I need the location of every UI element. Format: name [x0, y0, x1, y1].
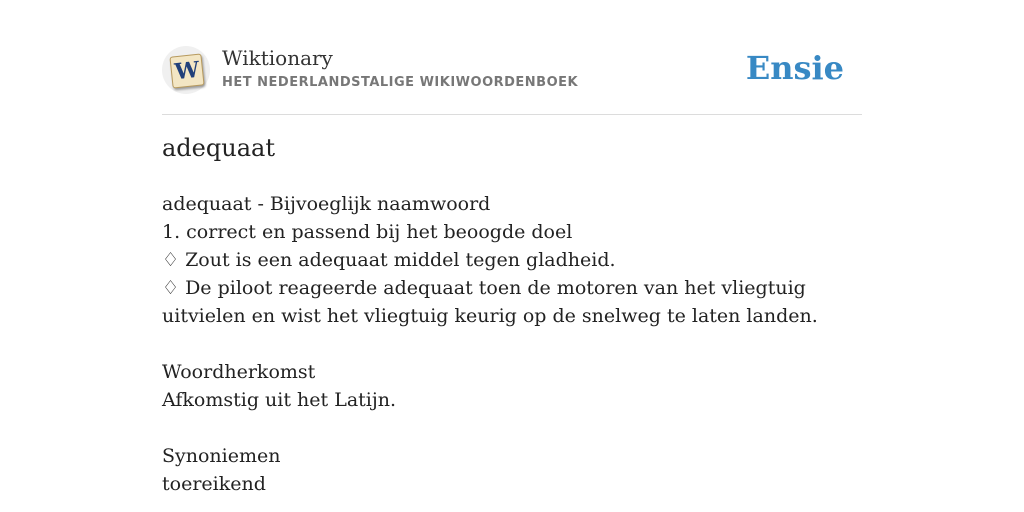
- example-1: ♢ Zout is een adequaat middel tegen gladheid.: [162, 249, 616, 271]
- entry-heading: adequaat - Bijvoeglijk naamwoord: [162, 193, 491, 215]
- synonyms-label: Synoniemen: [162, 445, 281, 467]
- synonyms-text: toereikend: [162, 473, 266, 495]
- site-header: [162, 44, 862, 115]
- page-title: adequaat: [162, 134, 275, 162]
- etymology-text: Afkomstig uit het Latijn.: [162, 389, 397, 411]
- spacer: [162, 414, 862, 442]
- ensie-brand-link[interactable]: Ensie: [745, 49, 844, 87]
- wiktionary-logo-icon: W: [169, 53, 204, 88]
- definition: 1. correct en passend bij het beoogde doel: [162, 221, 573, 243]
- example-2: ♢ De piloot reageerde adequaat toen de motoren van het vliegtuig uitvielen en wist het vliegtuig keurig op de snelweg te laten landen.: [162, 277, 818, 327]
- spacer: [162, 330, 862, 358]
- wiktionary-logo[interactable]: [162, 46, 210, 94]
- site-name[interactable]: Wiktionary: [222, 46, 333, 70]
- entry-content: [162, 190, 862, 498]
- site-tagline: HET NEDERLANDSTALIGE WIKIWOORDENBOEK: [222, 75, 579, 90]
- etymology-label: Woordherkomst: [162, 361, 316, 383]
